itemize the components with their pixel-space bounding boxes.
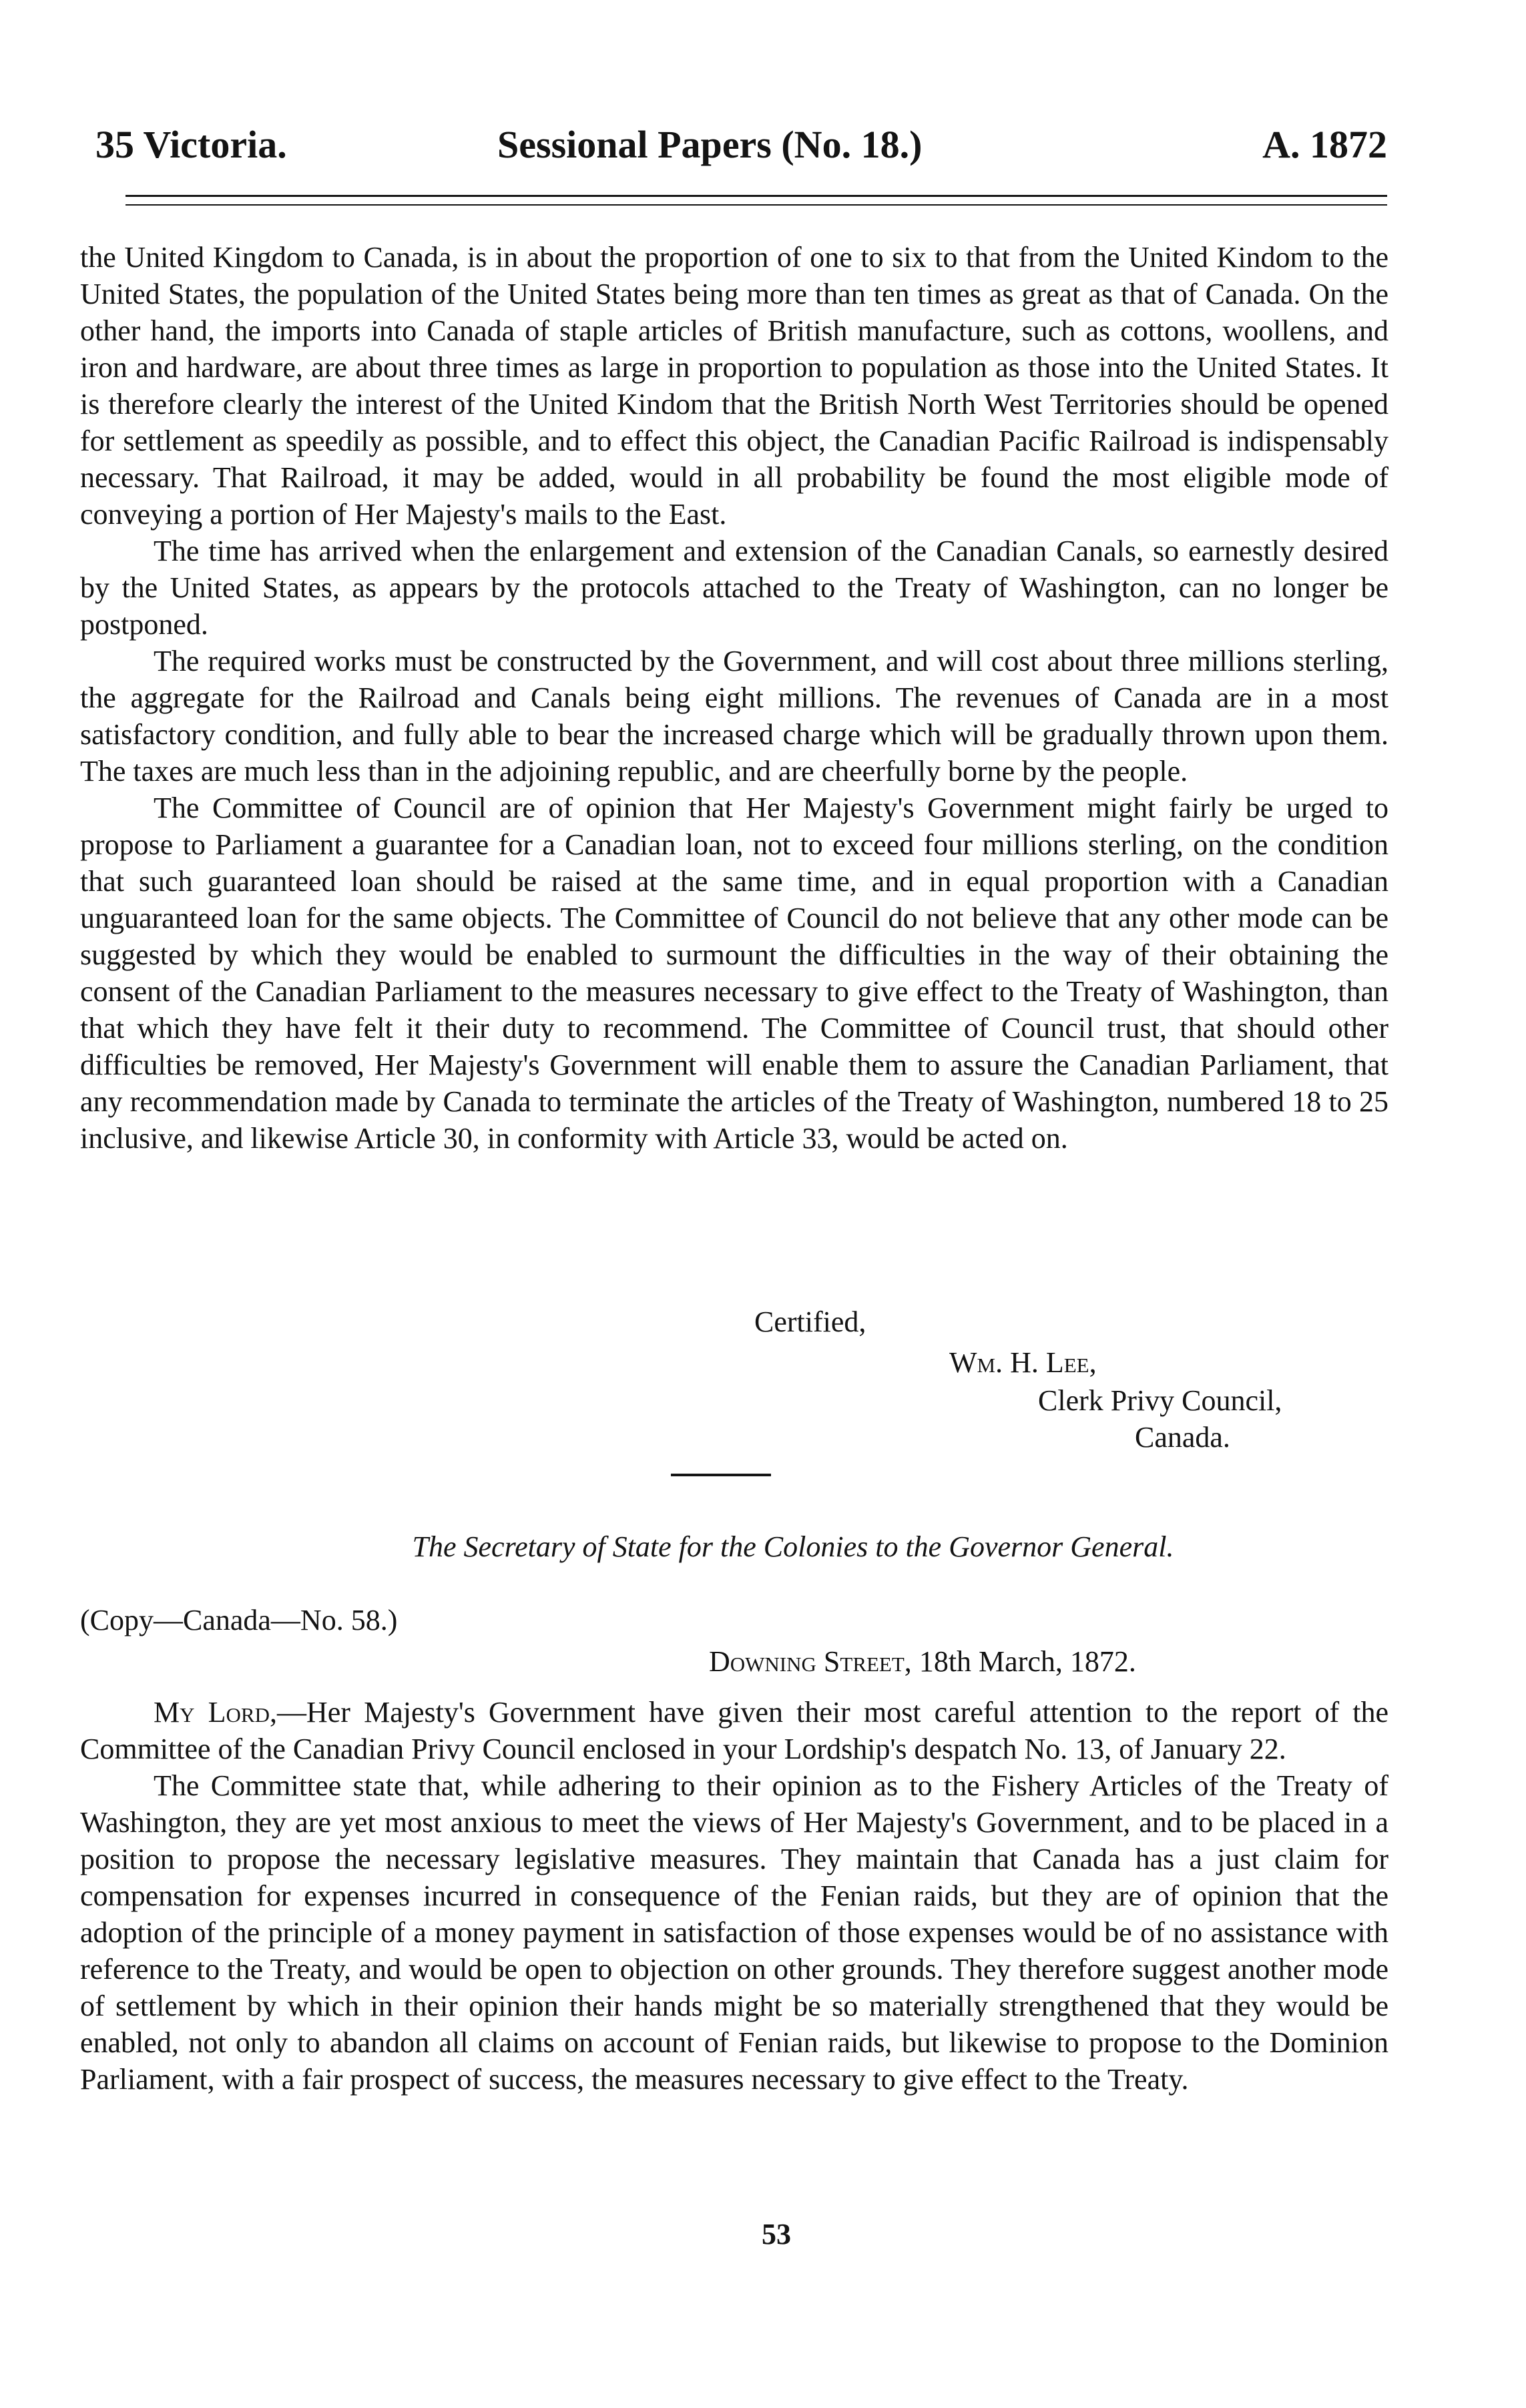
letter-body bbox=[80, 1694, 1388, 2098]
signatory-title: Clerk Privy Council, bbox=[1038, 1384, 1282, 1417]
paragraph: the United Kingdom to Canada, is in about the proportion of one to six to that from the United Kindom to the United States, the population of the United States being more than ten times as great as that of Canada. On the other hand, the imports into Canada of staple articles of British manufacture, such as cottons, woollens, and iron and hardware, are about three times as large in proportion to population as those into the United States. It is therefore clearly the interest of the United Kindom that the British North West Territories should be opened for settlement as speedily as possible, and to effect this object, the Canadian Pacific Railroad is indispensably necessary. That Railroad, it may be added, would in all probability be found the most eligible mode of conveying a portion of Her Majesty's mails to the East. bbox=[80, 241, 1388, 531]
paragraph: The required works must be constructed by the Government, and will cost about three millions sterling, the aggregate for the Railroad and Canals being eight millions. The revenues of Canada are in a most satisfactory condition, and fully able to bear the increased charge which will be gradually thrown upon them. The taxes are much less than in the adjoining republic, and are cheerfully borne by the people. bbox=[80, 645, 1388, 788]
page-number: 53 bbox=[762, 2218, 791, 2250]
header-year: A. 1872 bbox=[1262, 123, 1387, 166]
report-body bbox=[80, 239, 1388, 1157]
salutation: My Lord, bbox=[154, 1696, 277, 1729]
signatory-place: Canada. bbox=[1135, 1421, 1230, 1454]
paragraph: The Committee of Council are of opinion that Her Majesty's Government might fairly be urged to propose to Parliament a guarantee for a Canadian loan, not to exceed four millions sterling, on the condition that such guaranteed loan should be raised at the same time, and in equal proportion with a Canadian unguaranteed loan for the same objects. The Committee of Council do not believe that any other mode can be suggested by which they would be enabled to surmount the difficulties in the way of their obtaining the consent of the Canadian Parliament to the measures necessary to give effect to the Treaty of Washington, than that which they have felt it their duty to recommend. The Committee of Council trust, that should other difficulties be removed, Her Majesty's Government will enable them to assure the Canadian Parliament, that any recommendation made by Canada to terminate the articles of the Treaty of Washington, numbered 18 to 25 inclusive, and likewise Article 30, in conformity with Article 33, would be acted on. bbox=[80, 792, 1388, 1155]
running-header bbox=[95, 115, 1387, 175]
header-session: 35 Victoria. bbox=[95, 123, 287, 166]
header-paper-title: Sessional Papers (No. 18.) bbox=[497, 123, 923, 166]
dateline-place: Downing Street, bbox=[709, 1645, 912, 1678]
certified-label: Certified, bbox=[754, 1305, 866, 1338]
section-divider bbox=[671, 1474, 771, 1476]
header-rule-bottom bbox=[125, 204, 1387, 206]
paragraph: The Committee state that, while adhering to their opinion as to the Fishery Articles of the Treaty of Washington, they are yet most anxious to meet the views of Her Majesty's Government, and to be placed in a position to propose the necessary legislative measures. They maintain that Canada has a just claim for compensation for expenses incurred in consequence of the Fenian raids, but they are of opinion that the adoption of the principle of a money payment in satisfaction of those expenses would be of no assistance with reference to the Treaty, and would be open to objection on other grounds. They therefore suggest another mode of settlement by which in their opinion their hands might be so materially strengthened that they would be enabled, not only to abandon all claims on account of Fenian raids, but likewise to propose to the Dominion Parliament, with a fair prospect of success, the measures necessary to give effect to the Treaty. bbox=[80, 1769, 1388, 2096]
dateline-date: 18th March, 1872. bbox=[919, 1645, 1136, 1678]
paragraph: The time has arrived when the enlargement and extension of the Canadian Canals, so earnestly desired by the United States, as appears by the protocols attached to the Treaty of Washington, can no longer be postponed. bbox=[80, 535, 1388, 641]
letter-heading: The Secretary of State for the Colonies to the Governor General. bbox=[412, 1530, 1174, 1563]
copy-reference: (Copy—Canada—No. 58.) bbox=[80, 1604, 398, 1636]
dateline bbox=[709, 1643, 1136, 1680]
signatory-name: Wm. H. Lee, bbox=[949, 1346, 1097, 1379]
header-rule-top bbox=[125, 195, 1387, 197]
paragraph-text: —Her Majesty's Government have given their most careful attention to the report of the Committee of the Canadian Privy Council enclosed in your Lordship's despatch No. 13, of January 22. bbox=[80, 1696, 1388, 1765]
paragraph bbox=[80, 1694, 1388, 1767]
